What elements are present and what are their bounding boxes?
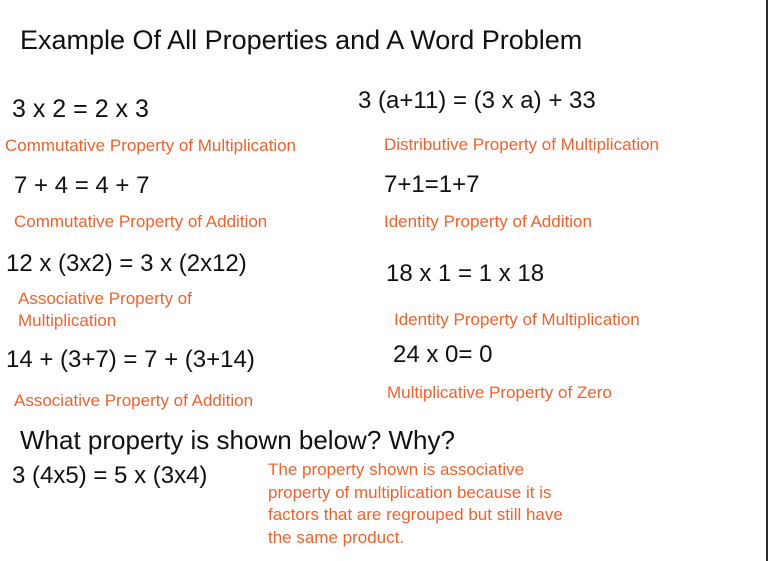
equation-identity-multiplication: 18 x 1 = 1 x 18 xyxy=(386,260,545,287)
equation-commutative-addition: 7 + 4 = 4 + 7 xyxy=(14,172,150,199)
page-title: Example Of All Properties and A Word Problem xyxy=(20,25,583,55)
label-associative-addition: Associative Property of Addition xyxy=(14,391,254,410)
label-associative-multiplication-line2: Multiplication xyxy=(18,311,117,330)
equation-associative-addition: 14 + (3+7) = 7 + (3+14) xyxy=(6,346,255,373)
question-equation: 3 (4x5) = 5 x (3x4) xyxy=(12,462,208,489)
equation-commutative-multiplication: 3 x 2 = 2 x 3 xyxy=(12,95,149,123)
equation-identity-addition: 7+1=1+7 xyxy=(384,171,480,198)
label-commutative-multiplication: Commutative Property of Multiplication xyxy=(5,136,297,155)
equation-distributive: 3 (a+11) = (3 x a) + 33 xyxy=(358,87,596,114)
label-commutative-addition: Commutative Property of Addition xyxy=(14,212,268,231)
equation-multiplicative-zero: 24 x 0= 0 xyxy=(393,341,493,368)
question-prompt: What property is shown below? Why? xyxy=(20,425,455,455)
label-associative-multiplication-line1: Associative Property of xyxy=(18,289,192,308)
label-multiplicative-zero: Multiplicative Property of Zero xyxy=(387,383,612,402)
label-identity-multiplication: Identity Property of Multiplication xyxy=(394,310,640,329)
equation-associative-multiplication: 12 x (3x2) = 3 x (2x12) xyxy=(6,250,247,277)
label-identity-addition: Identity Property of Addition xyxy=(384,212,592,231)
label-distributive: Distributive Property of Multiplication xyxy=(384,135,659,154)
question-answer: The property shown is associative property of multiplication because it is factors that are regrouped but still have the same product. xyxy=(268,460,563,547)
